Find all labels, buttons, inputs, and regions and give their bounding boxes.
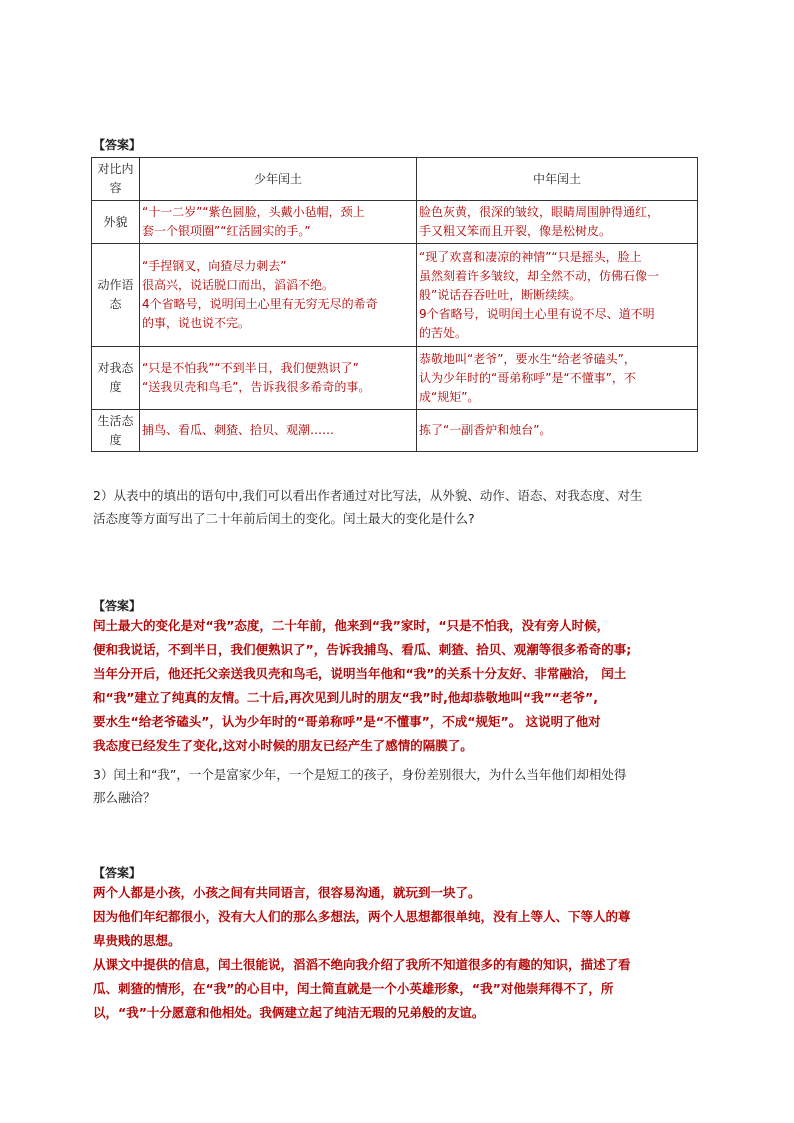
middle-cell <box>417 201 698 244</box>
cell-line: 的事，说也说不完。 <box>142 316 251 330</box>
young-cell <box>140 201 417 244</box>
cell-line: 的苦处。 <box>419 325 468 340</box>
answer-line: 从课文中提供的信息，闰土很能说，滔滔不绝向我介绍了我所不知道很多的有趣的知识，描述了看 <box>93 957 631 972</box>
answer-line: 和“我”建立了纯真的友情。二十后,再次见到儿时的朋友“我”时,他却恭敬地叫“我”“老爷”, <box>93 690 598 705</box>
answer-2 <box>93 614 705 758</box>
cell-line: “手捏钢叉，向猹尽力刺去” <box>142 259 287 273</box>
cell-line: “只是不怕我”“不到半日，我们便熟识了” <box>142 361 359 375</box>
answer-line: 两个人都是小孩，小孩之间有共同语言，很容易沟通，就玩到一块了。 <box>93 885 481 900</box>
header-compare: 对比内容 <box>92 158 140 201</box>
cell-line: 恭敬地叫“老爷”，要水生“给老爷磕头”， <box>419 351 636 366</box>
cell-line: 很高兴，说话脱口而出，滔滔不绝。 <box>142 278 335 292</box>
cell-line: “现了欢喜和凄凉的神情”“只是摇头，脸上 <box>419 249 642 264</box>
question-line: 2）从表中的填出的语句中,我们可以看出作者通过对比写法，从外貌、动作、语态、对我态度、对生 <box>93 488 643 503</box>
cell-line: 成“规矩”。 <box>419 389 480 404</box>
table-row <box>92 201 698 244</box>
answer-label-1: 【答案】 <box>93 138 142 152</box>
cell-line: 套一个银项圈”“红活圆实的手。” <box>142 224 311 238</box>
answer-line: 瓜、刺猹的情形，在“我”的心目中，闰土简直就是一个小英雄形象，“我”对他崇拜得不了，所 <box>93 981 614 996</box>
cell-line: 手又粗又笨而且开裂，像是松树皮。 <box>419 224 612 238</box>
table-header-row <box>92 158 698 201</box>
cell-line: 9个省略号，说明闰土心里有说不尽、道不明 <box>419 306 655 321</box>
cell-line: 认为少年时的“哥弟称呼”是“不懂事”，不 <box>419 370 636 385</box>
question-line: 那么融洽？ <box>93 790 156 805</box>
comparison-table <box>91 157 698 452</box>
table-row <box>92 410 698 452</box>
row-label: 生活态度 <box>92 410 140 452</box>
cell-line: “十一二岁”“紫色圆脸，头戴小毡帽，颈上 <box>142 205 365 219</box>
middle-cell <box>417 410 698 452</box>
cell-line: 4个省略号，说明闰土心里有无穷无尽的希奇 <box>142 297 378 311</box>
cell-line: “送我贝壳和鸟毛”，告诉我很多希奇的事。 <box>142 380 371 394</box>
cell-line: 捕鸟、看瓜、刺猹、拾贝、观潮…… <box>142 423 335 437</box>
cell-line: 脸色灰黄，很深的皱纹，眼睛周围肿得通红， <box>419 205 660 219</box>
answer-line: 卑贵贱的思想。 <box>93 933 181 948</box>
answer-line: 要水生“给老爷磕头”，认为少年时的“哥弟称呼”是“不懂事”，不成“规矩”。 这说明了他对 <box>93 714 601 729</box>
young-cell <box>140 347 417 410</box>
question-line: 3）闰土和“我”，一个是富家少年，一个是短工的孩子，身份差别很大，为什么当年他们却相处得 <box>93 767 627 782</box>
answer-line: 以，“我”十分愿意和他相处。我俩建立起了纯洁无瑕的兄弟般的友谊。 <box>93 1005 485 1020</box>
answer-line: 我态度已经发生了变化,这对小时候的朋友已经产生了感情的隔膜了。 <box>93 738 473 753</box>
middle-cell <box>417 244 698 347</box>
row-label: 动作语态 <box>92 244 140 347</box>
header-middle: 中年闰土 <box>417 158 698 201</box>
row-label: 对我态度 <box>92 347 140 410</box>
young-cell <box>140 244 417 347</box>
question-3 <box>93 763 713 809</box>
question-line: 活态度等方面写出了二十年前后闰土的变化。闰土最大的变化是什么? <box>93 511 475 526</box>
cell-line: 拣了“一副香炉和烛台”。 <box>419 423 552 437</box>
answer-label-2: 【答案】 <box>93 599 142 613</box>
answer-3 <box>93 881 705 1025</box>
answer-line: 当年分开后，他还托父亲送我贝壳和鸟毛，说明当年他和“我”的关系十分友好、非常融洽， 闰土 <box>93 666 627 681</box>
row-label: 外貌 <box>92 201 140 244</box>
answer-label-3: 【答案】 <box>93 866 142 880</box>
table-row <box>92 347 698 410</box>
young-cell <box>140 410 417 452</box>
table-row <box>92 244 698 347</box>
question-2 <box>93 484 713 530</box>
cell-line: 虽然刻着许多皱纹，却全然不动，仿佛石像一 <box>419 268 660 283</box>
header-young: 少年闰土 <box>140 158 417 201</box>
middle-cell <box>417 347 698 410</box>
answer-line: 闰土最大的变化是对“我”态度，二十年前，他来到“我”家时，“只是不怕我，没有旁人时候， <box>93 618 610 633</box>
answer-line: 因为他们年纪都很小，没有大人们的那么多想法，两个人思想都很单纯，没有上等人、下等人的尊 <box>93 909 631 924</box>
answer-line: 便和我说话，不到半日，我们便熟识了”，告诉我捕鸟、看瓜、刺猹、拾贝、观潮等很多希奇的事; <box>93 642 632 657</box>
cell-line: 般”说话吞吞吐吐，断断续续。 <box>419 287 582 302</box>
